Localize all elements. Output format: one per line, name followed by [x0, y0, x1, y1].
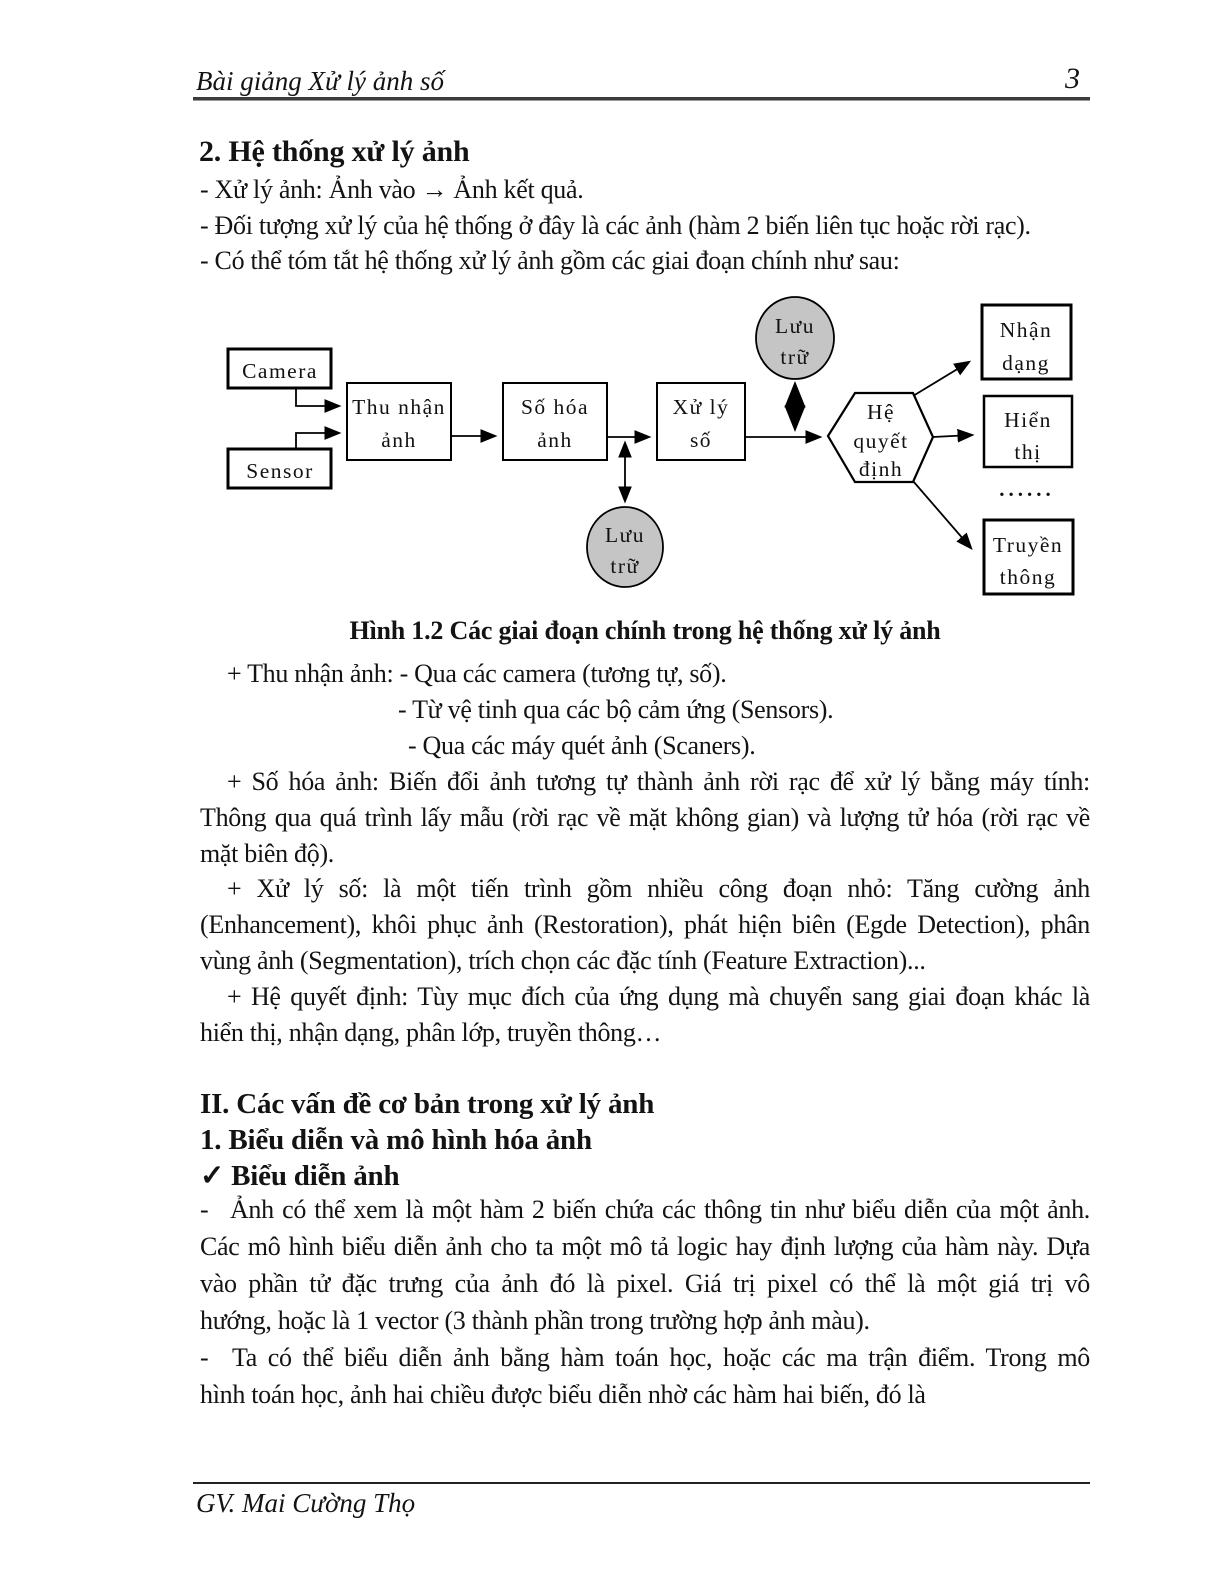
footer-author: GV. Mai Cường Thọ — [196, 1488, 416, 1518]
ellipsis-label: ...... — [999, 477, 1055, 501]
node-camera-label: Camera — [242, 359, 318, 383]
node-decision-label: Hệ — [866, 400, 896, 424]
page-number: 3 — [1065, 62, 1080, 95]
node-storage-label: trữ — [780, 345, 810, 369]
node-display-label: Hiển — [1004, 408, 1052, 432]
section-heading: 2. Hệ thống xử lý ảnh — [199, 135, 470, 168]
section-heading: II. Các vấn đề cơ bản trong xử lý ảnh — [200, 1088, 655, 1120]
node-recognition-label: Nhận — [999, 318, 1053, 342]
body-line: mặt biên độ). — [200, 838, 335, 868]
node-display-label: thị — [1014, 440, 1042, 464]
header-running-title: Bài giảng Xử lý ảnh số — [196, 66, 444, 96]
node-communication-label: thông — [999, 565, 1057, 589]
header-rule — [193, 97, 1090, 101]
body-paragraphs — [200, 656, 1090, 1051]
figure-caption: Hình 1.2 Các giai đoạn chính trong hệ thống xử lý ảnh — [349, 616, 941, 645]
node-sensor-label: Sensor — [246, 459, 314, 483]
body-line: - Xử lý ảnh: Ảnh vào → Ảnh kết quả. — [200, 175, 584, 204]
body-line: hình toán học, ảnh hai chiều được biểu diễn nhờ các hàm hai biến, đó là — [200, 1380, 926, 1409]
node-decision-label: định — [858, 457, 904, 481]
body-paragraphs-2 — [200, 1191, 1090, 1413]
node-storage-label: Lưu — [604, 523, 646, 547]
node-digitize-label: Số hóa — [520, 395, 590, 419]
body-line: - Từ vệ tinh qua các bộ cảm ứng (Sensors). — [398, 694, 834, 724]
node-process-label: số — [689, 428, 713, 452]
node-process-label: Xử lý — [672, 395, 730, 419]
section-2-headings — [200, 1086, 1090, 1194]
node-storage-label: Lưu — [774, 314, 816, 338]
body-line: - Có thể tóm tắt hệ thống xử lý ảnh gồm các giai đoạn chính như sau: — [200, 246, 900, 276]
body-line: Các mô hình biểu diễn ảnh cho ta một mô tả logic hay định lượng của hàm này. Dựa — [200, 1232, 1090, 1261]
node-decision-label: quyết — [853, 429, 909, 453]
footer-rule — [193, 1482, 1090, 1484]
body-line: hướng, hoặc là 1 vector (3 thành phần trong trường hợp ảnh màu). — [200, 1306, 870, 1335]
check-heading: ✓ Biểu diễn ảnh — [200, 1160, 400, 1192]
wire-decision-communication — [913, 481, 971, 548]
body-line: - Đối tượng xử lý của hệ thống ở đây là các ảnh (hàm 2 biến liên tục hoặc rời rạc). — [200, 210, 1031, 240]
node-acquire-label: Thu nhận — [352, 395, 446, 419]
wire-decision-recognition — [913, 362, 969, 396]
body-line: - Ảnh có thể xem là một hàm 2 biến chứa các thông tin như biểu diễn của một ảnh. — [200, 1195, 1090, 1224]
wire-camera-acquire — [296, 388, 339, 406]
node-communication-label: Truyền — [992, 533, 1064, 557]
body-line: - Qua các máy quét ảnh (Scaners). — [408, 730, 756, 760]
figure-1-2-diagram — [180, 283, 1100, 605]
body-line: vùng ảnh (Segmentation), trích chọn các đặc tính (Feature Extraction)... — [200, 946, 926, 976]
body-line: + Thu nhận ảnh: - Qua các camera (tương tự, số). — [227, 659, 727, 688]
node-storage-label: trữ — [610, 554, 640, 578]
body-line: vào phần tử đặc trưng của ảnh đó là pixel. Giá trị pixel có thể là một giá trị vô — [200, 1269, 1090, 1298]
body-line: (Enhancement), khôi phục ảnh (Restoration), phát hiện biên (Egde Detection), phân — [200, 910, 1090, 940]
intro-paragraph — [200, 172, 1090, 279]
node-acquire-label: ảnh — [381, 428, 417, 452]
wire-sensor-acquire — [296, 433, 339, 449]
body-line: + Xử lý số: là một tiến trình gồm nhiều công đoạn nhỏ: Tăng cường ảnh — [227, 874, 1090, 904]
subsection-heading: 1. Biểu diễn và mô hình hóa ảnh — [200, 1124, 592, 1156]
body-line: Thông qua quá trình lấy mẫu (rời rạc về mặt không gian) và lượng tử hóa (rời rạc về — [200, 802, 1090, 832]
body-line: hiển thị, nhận dạng, phân lớp, truyền thông… — [200, 1018, 662, 1048]
wire-decision-display — [933, 435, 972, 437]
body-line: - Ta có thể biểu diễn ảnh bằng hàm toán học, hoặc các ma trận điểm. Trong mô — [200, 1343, 1090, 1372]
body-line: + Số hóa ảnh: Biến đổi ảnh tương tự thành ảnh rời rạc để xử lý bằng máy tính: — [227, 766, 1090, 796]
node-digitize-label: ảnh — [537, 428, 573, 452]
node-recognition-label: dạng — [1002, 351, 1050, 375]
body-line: + Hệ quyết định: Tùy mục đích của ứng dụng mà chuyển sang giai đoạn khác là — [227, 982, 1090, 1012]
